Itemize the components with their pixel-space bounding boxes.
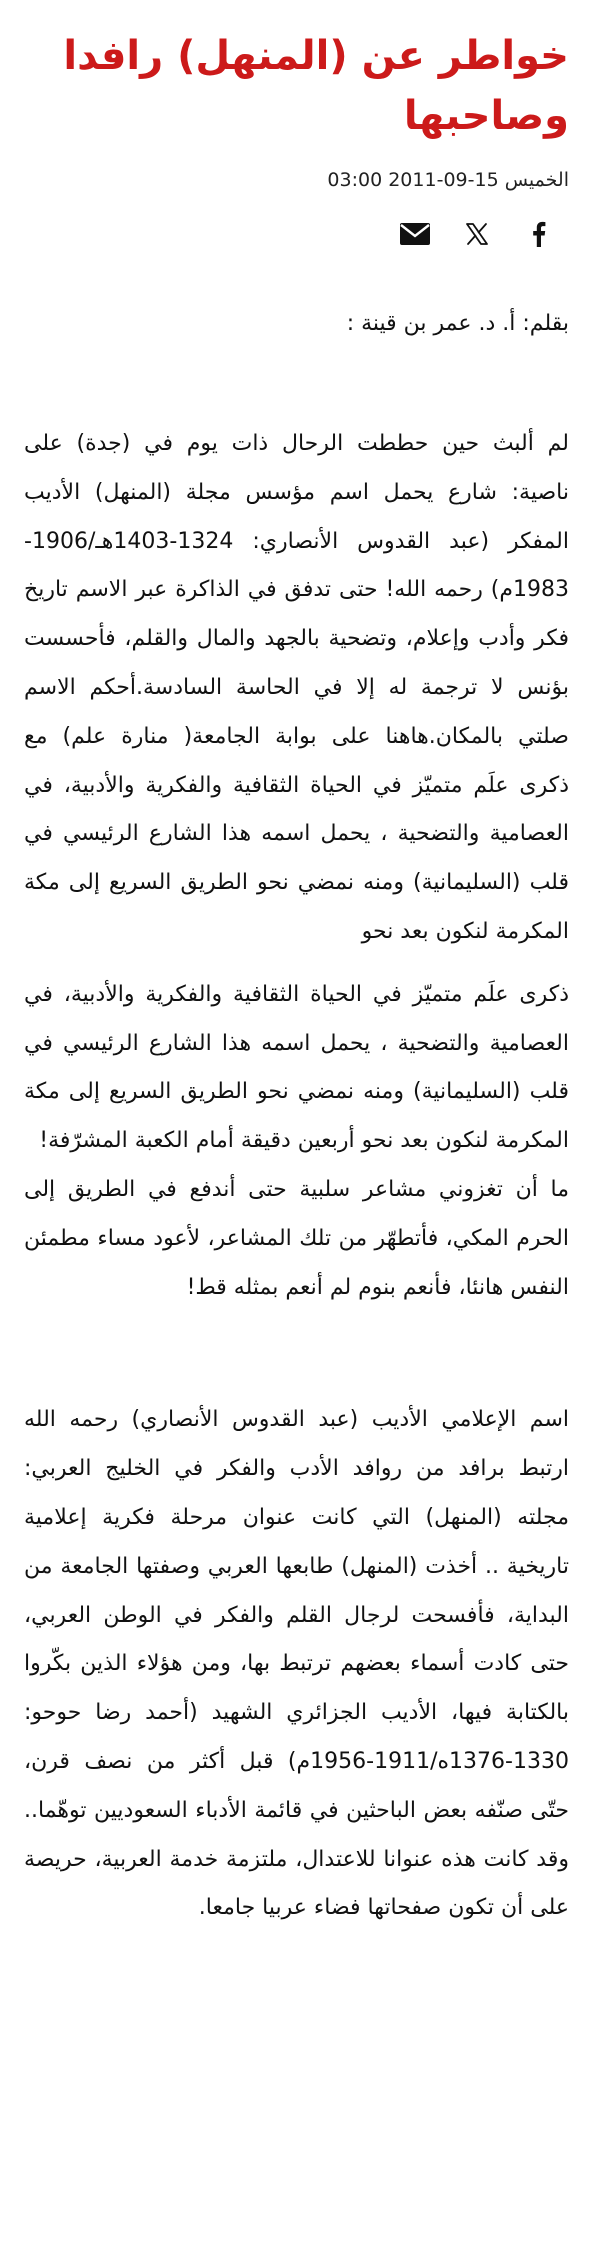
article-title: خواطر عن (المنهل) رافدا وصاحبها — [63, 33, 569, 139]
email-icon[interactable] — [395, 214, 435, 254]
article-author: بقلم: أ. د. عمر بن قينة : — [346, 311, 569, 336]
share-bar — [24, 214, 569, 254]
article-paragraph: اسم الإعلامي الأديب (عبد القدوس الأنصاري) رحمه الله ارتبط برافد من روافد الأدب والفكر في الخليج العربي: مجلته (المنهل) التي كانت عنوان مرحلة فكرية إعلامية تاريخية .. أخذت (المنهل) طابعها العربي وصفتها الجامعة من البداية، فأفسحت لرجال القلم والفكر في الوطن العربي، حتى كادت أسماء بعضهم ترتبط بها، ومن هؤلاء الذين بكّروا بالكتابة فيها، الأديب الجزائري الشهيد (أحمد رضا حوحو: 1330-1376ه/1911-1956م) قبل أكثر من نصف قرن، حتّى صنّفه بعض الباحثين في قائمة الأدباء السعوديين توهّما.. وقد كانت هذه عنوانا للاعتدال، ملتزمة خدمة العربية، حريصة على أن تكون صفحاتها فضاء عربيا جامعا. — [24, 1407, 569, 1921]
article-paragraph: ما أن تغزوني مشاعر سلبية حتى أندفع في الطريق إلى الحرم المكي، فأتطهّر من تلك المشاعر، لأعود مساء مطمئن النفس هانئا، فأنعم بنوم لم أنعم بمثله قط! — [24, 1176, 569, 1300]
facebook-icon[interactable] — [519, 214, 559, 254]
x-twitter-icon[interactable] — [457, 214, 497, 254]
article-date: الخميس 15-09-2011 03:00 — [327, 169, 569, 191]
article-paragraph: ذكرى علَم متميّز في الحياة الثقافية والفكرية والأدبية، في العصامية والتضحية ، يحمل اسمه هذا الشارع الرئيسي في قلب (السليمانية) ومنه نمضي نحو الطريق السريع إلى مكة المكرمة لنكون بعد نحو أربعين دقيقة أمام الكعبة المشرّفة! — [24, 981, 569, 1154]
article-paragraph: لم ألبث حين حططت الرحال ذات يوم في (جدة) على ناصية: شارع يحمل اسم مؤسس مجلة (المنهل) الأديب المفكر (عبد القدوس الأنصاري: 1324-1403هـ/1906-1983م) رحمه الله! حتى تدفق في الذاكرة عبر الاسم تاريخ فكر وأدب وإعلام، وتضحية بالجهد والمال والقلم، فأحسست بؤنس لا ترجمة له إلا في الحاسة السادسة.أحكم الاسم صلتي بالمكان.هاهنا على بوابة الجامعة( منارة علم) مع ذكرى علَم متميّز في الحياة الثقافية والفكرية والأدبية، في العصامية والتضحية ، يحمل اسمه هذا الشارع الرئيسي في قلب (السليمانية) ومنه نمضي نحو الطريق السريع إلى مكة المكرمة لنكون بعد نحو — [24, 431, 569, 944]
